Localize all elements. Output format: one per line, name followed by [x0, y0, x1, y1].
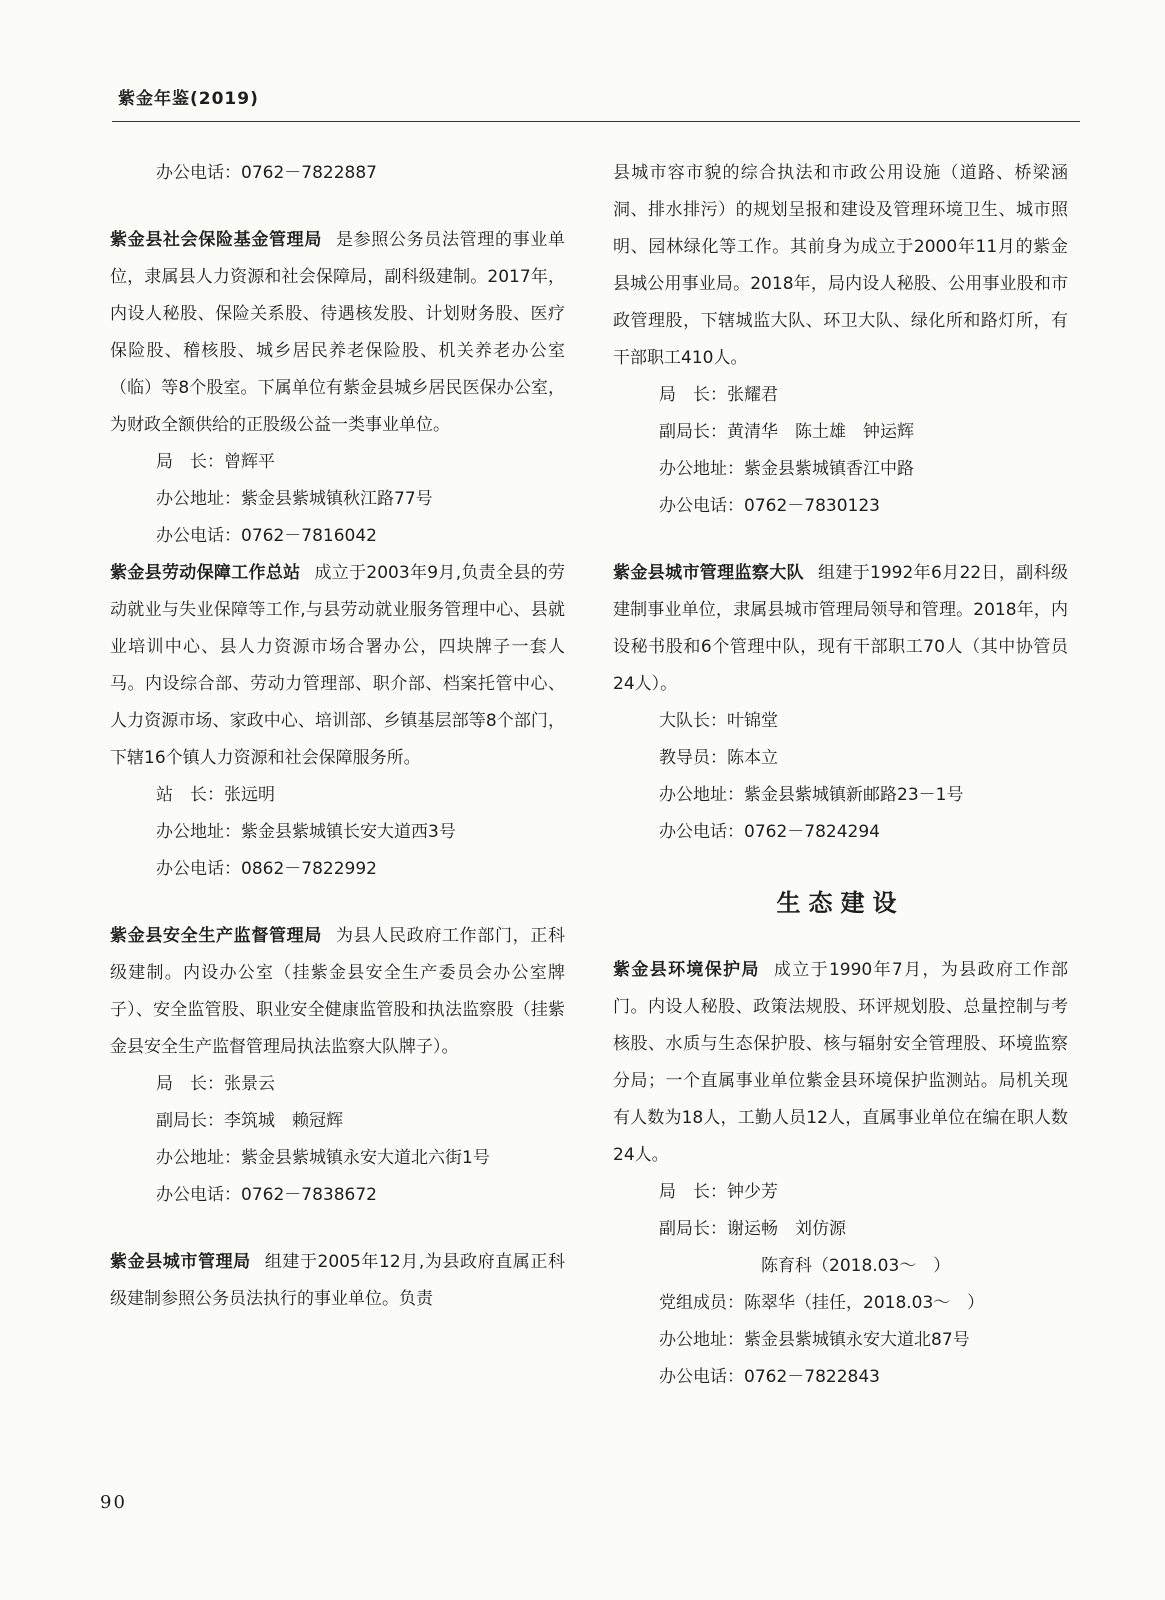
entry-field: 办公地址：紫金县紫城镇秋江路77号 [156, 489, 433, 509]
address-field: 办公地址：紫金县紫城镇永安大道北87号 [659, 1330, 970, 1350]
right-column [613, 155, 1068, 1396]
running-header: 紫金年鉴(2019) [118, 89, 259, 109]
entry-social-insurance-fund [110, 222, 565, 555]
entry-text: 县城市容市貌的综合执法和市政公用设施（道路、桥梁涵洞、排水排污）的规划呈报和建设及管理环境卫生、城市照明、园林绿化等工作。其前身为成立于2000年11月的紫金县城公用事业局。2018年，局内设人秘股、公用事业股和市政管理股，下辖城监大队、环卫大队、绿化所和路灯所，有干部职工410人。 [613, 163, 1068, 368]
entry-field: 办公地址：紫金县紫城镇永安大道北六街1号 [156, 1148, 490, 1168]
lead-phone: 办公电话：0762－7822887 [156, 163, 377, 183]
entry-field: 站 长：张远明 [156, 785, 275, 805]
entry-name: 紫金县社会保险基金管理局 [110, 230, 322, 250]
entry-name: 紫金县城市管理监察大队 [613, 563, 804, 583]
entry-labor-security-station [110, 555, 565, 888]
director-field: 局 长：钟少芳 [659, 1182, 778, 1202]
entry-name: 紫金县劳动保障工作总站 [110, 563, 301, 583]
deputy-continued: 陈育科（2018.03～ ） [761, 1256, 951, 1276]
entry-name: 紫金县城市管理局 [110, 1252, 251, 1272]
left-column [110, 155, 565, 1318]
entry-field: 副局长：黄清华 陈土雄 钟运辉 [659, 422, 914, 442]
entry-field: 办公电话：0762－7838672 [156, 1185, 377, 1205]
party-member-field: 党组成员：陈翠华（挂任，2018.03～ ） [659, 1293, 985, 1313]
entry-field: 办公电话：0862－7822992 [156, 859, 377, 879]
phone-field: 办公电话：0762－7822843 [659, 1367, 880, 1387]
entry-text: 组建于2005年12月,为县政府直属正科级建制参照公务员法执行的事业单位。负责 [110, 1252, 565, 1309]
entry-field: 大队长：叶锦堂 [659, 711, 778, 731]
entry-text: 成立于2003年9月,负责全县的劳动就业与失业保障等工作,与县劳动就业服务管理中心、县就业培训中心、县人力资源市场合署办公，四块牌子一套人马。内设综合部、劳动力管理部、职介部、档案托管中心、人力资源市场、家政中心、培训部、乡镇基层部等8个部门，下辖16个镇人力资源和社会保障服务所。 [110, 563, 566, 768]
entry-field: 副局长：李筑城 赖冠辉 [156, 1111, 343, 1131]
entry-text: 成立于1990年7月，为县政府工作部门。内设人秘股、政策法规股、环评规划股、总量控制与考核股、水质与生态保护股、核与辐射安全管理股、环境监察分局；一个直属事业单位紫金县环境保护监测站。局机关现有人数为18人，工勤人员12人，直属事业单位在编在职人数24人。 [613, 960, 1068, 1165]
entry-urban-management-continued [613, 155, 1068, 525]
entry-field: 教导员：陈本立 [659, 748, 778, 768]
deputy-field: 副局长：谢运畅 刘仿源 [659, 1219, 846, 1239]
entry-field: 办公地址：紫金县紫城镇香江中路 [659, 459, 914, 479]
entry-field: 办公电话：0762－7830123 [659, 496, 880, 516]
entry-field: 局 长：张耀君 [659, 385, 778, 405]
entry-field: 办公地址：紫金县紫城镇长安大道西3号 [156, 822, 456, 842]
entry-field: 办公地址：紫金县紫城镇新邮路23－1号 [659, 785, 964, 805]
entry-text: 为县人民政府工作部门，正科级建制。内设办公室（挂紫金县安全生产委员会办公室牌子）、安全监管股、职业安全健康监管股和执法监察股（挂紫金县安全生产监督管理局执法监察大队牌子）。 [110, 926, 565, 1057]
header-rule [112, 121, 1080, 122]
entry-field: 局 长：张景云 [156, 1074, 275, 1094]
page-number: 90 [100, 1492, 127, 1513]
entry-name: 紫金县环境保护局 [613, 960, 760, 980]
entry-urban-management-bureau [110, 1244, 565, 1318]
entry-text: 组建于1992年6月22日，副科级建制事业单位，隶属县城市管理局领导和管理。2018年，内设秘书股和6个管理中队，现有干部职工70人（其中协管员24人）。 [613, 563, 1069, 694]
entry-text: 是参照公务员法管理的事业单位，隶属县人力资源和社会保障局，副科级建制。2017年，内设人秘股、保险关系股、待遇核发股、计划财务股、医疗保险股、稽核股、城乡居民养老保险股、机关养老办公室（临）等8个股室。下属单位有紫金县城乡居民医保办公室，为财政全额供给的正股级公益一类事业单位。 [110, 230, 565, 435]
entry-field: 办公电话：0762－7824294 [659, 822, 880, 842]
entry-name: 紫金县安全生产监督管理局 [110, 926, 322, 946]
entry-field: 局 长：曾辉平 [156, 452, 275, 472]
section-title: 生态建设 [776, 889, 905, 917]
entry-field: 办公电话：0762－7816042 [156, 526, 377, 546]
entry-work-safety-bureau [110, 918, 565, 1214]
entry-environmental-protection-bureau [613, 952, 1068, 1396]
entry-urban-supervision-brigade [613, 555, 1068, 851]
